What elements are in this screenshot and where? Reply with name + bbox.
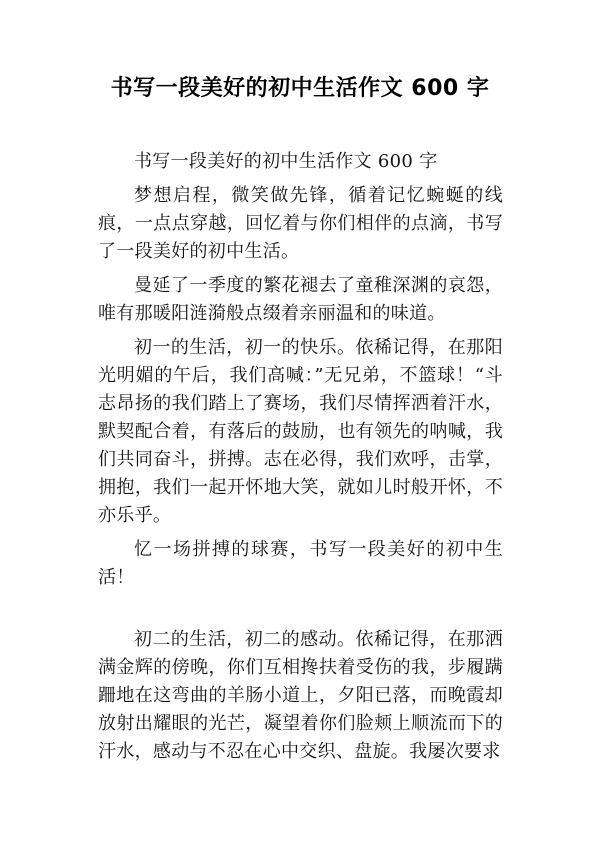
paragraph: 梦想启程，微笑做先锋，循着记忆蜿蜒的线痕，一点点穿越，回忆着与你们相伴的点滴，书写了一段美好的初中生活。: [98, 185, 503, 262]
paragraph: 曼延了一季度的繁花褪去了童稚深渊的哀怨，唯有那暖阳涟漪般点缀着亲丽温和的味道。: [98, 275, 503, 324]
paragraph: 初一的生活，初一的快乐。依稀记得，在那阳光明媚的午后，我们高喊：”无兄弟，不篮球！“斗志昂扬的我们踏上了赛场，我们尽情挥洒着汗水，默契配合着，有落后的鼓励，也有领先的呐喊，我们共同奋斗，拼搏。志在必得，我们欢呼，击掌，拥抱，我们一起开怀地大笑，就如儿时般开怀，不亦乐乎。: [98, 337, 503, 526]
paragraph-heading-repeat: 书写一段美好的初中生活作文 600 字: [134, 151, 438, 172]
paragraph: 初二的生活，初二的感动。依稀记得，在那洒满金辉的傍晚，你们互相搀扶着受伤的我，步履蹒跚地在这弯曲的羊肠小道上，夕阳已落，而晚霞却放射出耀眼的光芒，凝望着你们脸颊上顺流而下的汗水，感动与不忍在心中交织、盘旋。我屡次要求: [98, 629, 503, 762]
paragraph: 忆一场拼搏的球赛，书写一段美好的初中生活！: [98, 539, 503, 588]
document-title: 书写一段美好的初中生活作文 600 字: [110, 76, 490, 101]
document-body: [98, 148, 503, 772]
